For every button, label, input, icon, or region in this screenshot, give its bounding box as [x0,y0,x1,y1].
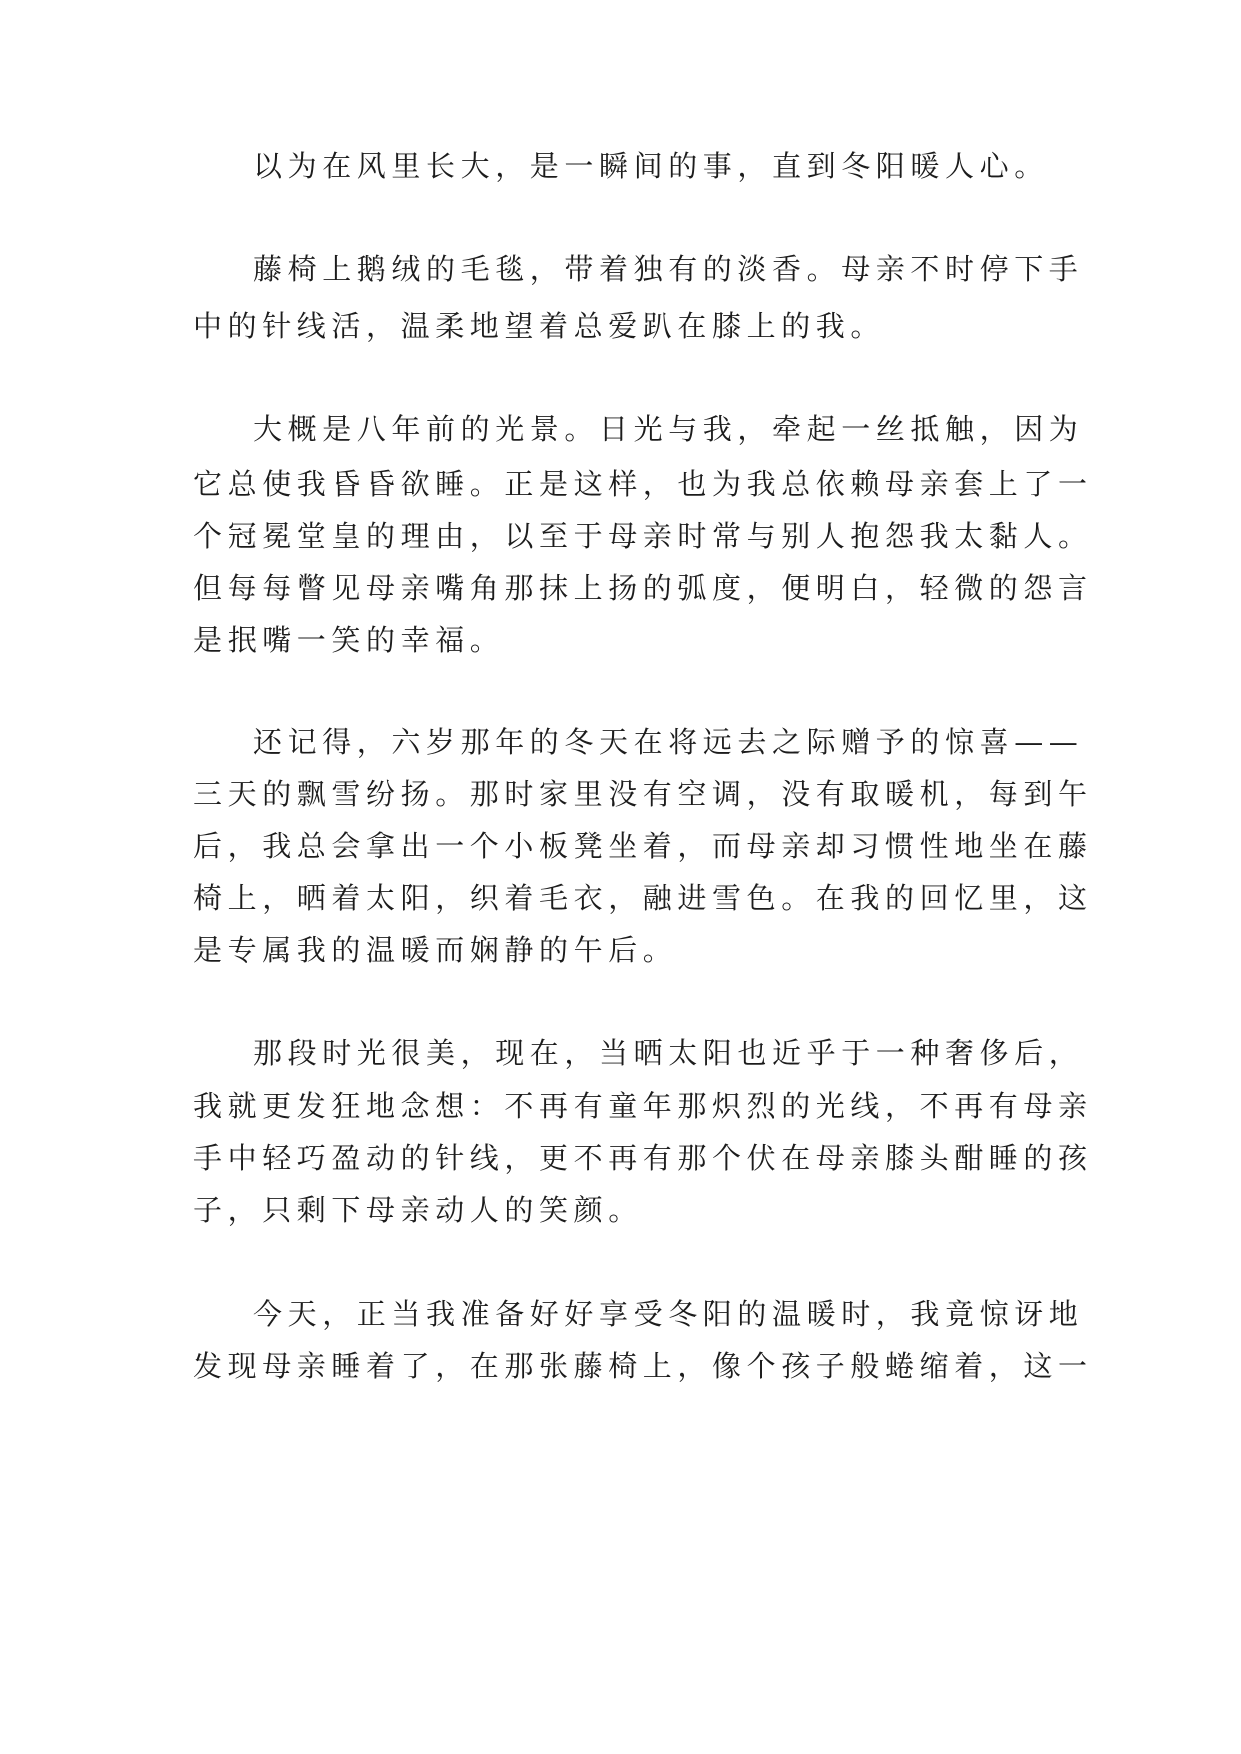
paragraph-4-line-3: 后，我总会拿出一个小板凳坐着，而母亲却习惯性地坐在藤 [193,829,1093,863]
paragraph-4-line-2: 三天的飘雪纷扬。那时家里没有空调，没有取暖机，每到午 [193,777,1093,811]
paragraph-5-line-2: 我就更发狂地念想：不再有童年那炽烈的光线，不再有母亲 [193,1089,1093,1123]
paragraph-3-line-4: 但每每瞥见母亲嘴角那抹上扬的弧度，便明白，轻微的怨言 [193,571,1093,605]
paragraph-3-line-1: 大概是八年前的光景。日光与我，牵起一丝抵触，因为 [253,412,1084,446]
paragraph-5-line-4: 子，只剩下母亲动人的笑颜。 [193,1193,643,1227]
paragraph-1-line-1: 以为在风里长大，是一瞬间的事，直到冬阳暖人心。 [253,149,1049,183]
paragraph-3-line-3: 个冠冕堂皇的理由，以至于母亲时常与别人抱怨我太黏人。 [193,519,1093,553]
paragraph-2-line-2: 中的针线活，温柔地望着总爱趴在膝上的我。 [193,309,886,343]
paragraph-4-line-4: 椅上，晒着太阳，织着毛衣，融进雪色。在我的回忆里，这 [193,881,1093,915]
paragraph-3-line-2: 它总使我昏昏欲睡。正是这样，也为我总依赖母亲套上了一 [193,467,1093,501]
paragraph-6-line-2: 发现母亲睡着了，在那张藤椅上，像个孩子般蜷缩着，这一 [193,1349,1093,1383]
paragraph-4-line-1: 还记得，六岁那年的冬天在将远去之际赠予的惊喜—— [253,725,1084,759]
paragraph-5-line-3: 手中轻巧盈动的针线，更不再有那个伏在母亲膝头酣睡的孩 [193,1141,1093,1175]
paragraph-2-line-1: 藤椅上鹅绒的毛毯，带着独有的淡香。母亲不时停下手 [253,252,1084,286]
paragraph-4-line-5: 是专属我的温暖而娴静的午后。 [193,933,678,967]
paragraph-3-line-5: 是抿嘴一笑的幸福。 [193,623,505,657]
paragraph-6-line-1: 今天，正当我准备好好享受冬阳的温暖时，我竟惊讶地 [253,1297,1084,1331]
paragraph-5-line-1: 那段时光很美，现在，当晒太阳也近乎于一种奢侈后， [253,1036,1084,1070]
